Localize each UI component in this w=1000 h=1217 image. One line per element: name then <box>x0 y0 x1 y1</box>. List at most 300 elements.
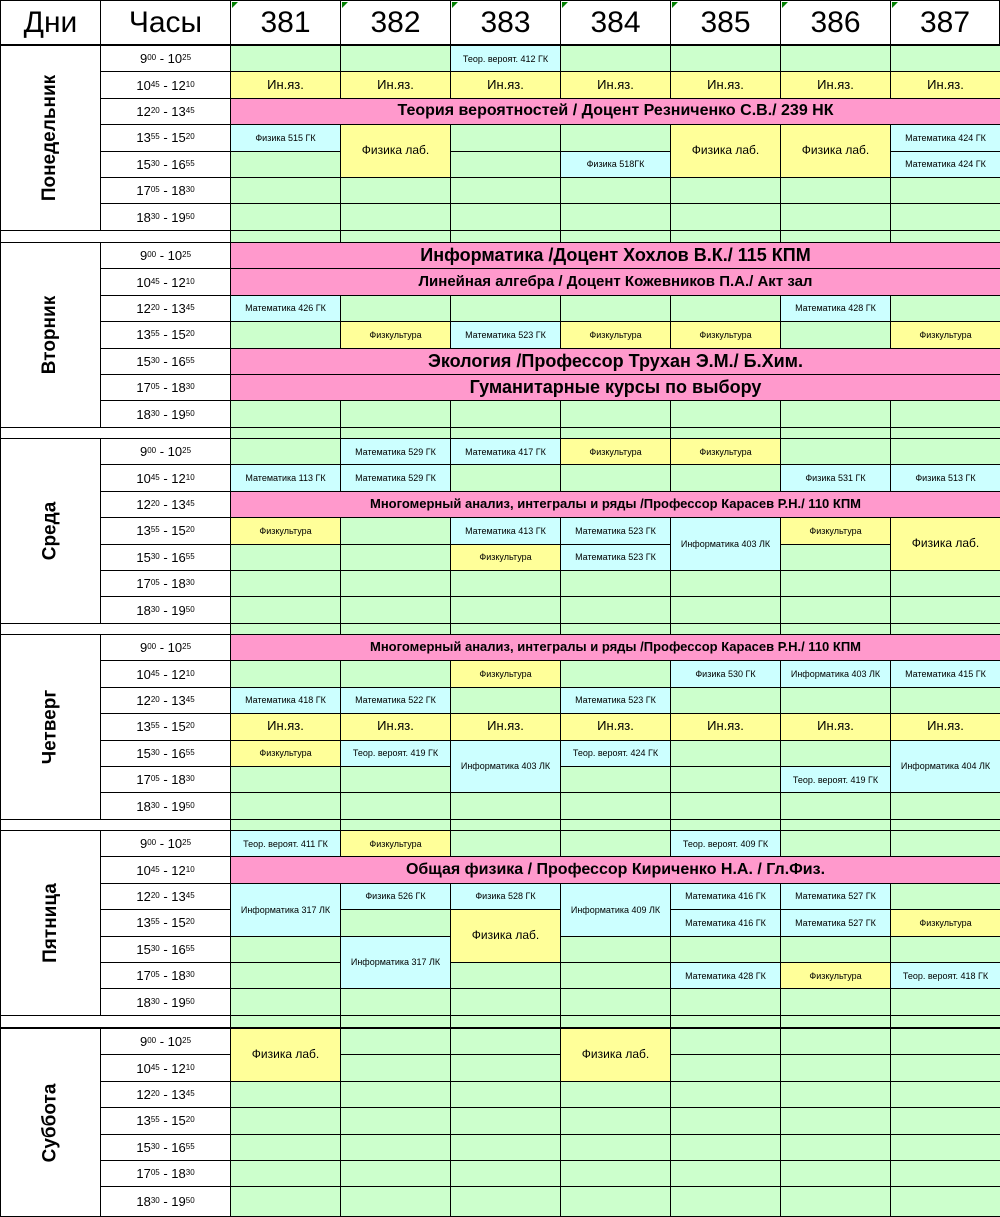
empty-slot <box>230 203 341 231</box>
time-start-hour: 12 <box>136 300 151 316</box>
class-cell[interactable]: Ин.яз. <box>890 713 1000 740</box>
empty-slot <box>340 1186 451 1217</box>
time-start-hour: 13 <box>136 719 151 735</box>
class-cell[interactable]: Теор. вероят. 424 ГК <box>560 740 671 767</box>
class-cell[interactable]: Физкультура <box>340 321 451 348</box>
time-start-minute: 55 <box>150 525 160 535</box>
time-slot <box>100 1028 231 1055</box>
time-start-minute: 20 <box>150 498 160 508</box>
empty-slot <box>560 766 671 793</box>
empty-slot <box>670 1160 781 1187</box>
empty-slot <box>340 1134 451 1161</box>
time-end-hour: 12 <box>171 77 186 93</box>
class-cell[interactable]: Физкультура <box>560 321 671 348</box>
class-cell[interactable]: Ин.яз. <box>340 71 451 98</box>
class-cell[interactable]: Информатика 404 ЛК <box>890 740 1000 794</box>
time-dash: - <box>159 862 172 878</box>
empty-slot <box>780 177 891 204</box>
time-dash: - <box>159 549 172 565</box>
group-header-385: 385 <box>670 0 781 45</box>
time-end-hour: 13 <box>171 496 186 512</box>
time-start-hour: 13 <box>136 523 151 539</box>
class-cell[interactable]: Ин.яз. <box>670 713 781 740</box>
class-cell[interactable]: Физика 530 ГК <box>670 660 781 687</box>
empty-slot <box>450 400 561 428</box>
class-cell[interactable]: Ин.яз. <box>890 71 1000 98</box>
class-cell[interactable]: Информатика 403 ЛК <box>780 660 891 687</box>
empty-slot <box>780 687 891 714</box>
day-label <box>0 45 101 231</box>
class-cell[interactable]: Математика 523 ГК <box>560 544 671 571</box>
class-cell[interactable]: Физкультура <box>230 740 341 767</box>
class-cell[interactable]: Физкультура <box>450 544 561 571</box>
empty-slot <box>780 830 891 857</box>
class-cell[interactable]: Математика 113 ГК <box>230 464 341 491</box>
time-dash: - <box>159 745 172 761</box>
empty-slot <box>450 295 561 322</box>
empty-slot <box>560 177 671 204</box>
time-end-hour: 18 <box>171 183 186 199</box>
time-dash: - <box>159 1113 172 1129</box>
empty-slot <box>340 766 451 793</box>
time-start-minute: 20 <box>150 105 160 115</box>
time-end-minute: 50 <box>185 211 195 221</box>
time-end-hour: 12 <box>171 470 186 486</box>
time-start-hour: 12 <box>136 103 151 119</box>
empty-slot <box>780 740 891 767</box>
class-cell[interactable]: Физика 515 ГК <box>230 124 341 151</box>
empty-slot <box>890 687 1000 714</box>
class-cell[interactable]: Теор. вероят. 411 ГК <box>230 830 341 857</box>
class-cell[interactable]: Математика 527 ГК <box>780 909 891 936</box>
time-end-minute: 30 <box>185 970 195 980</box>
time-dash: - <box>159 300 172 316</box>
time-start-hour: 15 <box>136 745 151 761</box>
empty-slot <box>890 1054 1000 1081</box>
time-slot <box>100 348 231 375</box>
empty-slot <box>890 177 1000 204</box>
class-cell[interactable]: Физика 531 ГК <box>780 464 891 491</box>
time-end-minute: 10 <box>185 472 195 482</box>
lecture-banner[interactable]: Теория вероятностей / Доцент Резниченко С.В./ 239 НК <box>230 98 1000 125</box>
class-cell[interactable]: Физика лаб. <box>340 124 451 178</box>
group-header-387: 387 <box>890 0 1000 45</box>
time-start-minute: 00 <box>147 446 157 456</box>
class-cell[interactable]: Математика 416 ГК <box>670 909 781 936</box>
empty-slot <box>450 596 561 624</box>
time-slot <box>100 374 231 401</box>
empty-slot <box>450 1160 561 1187</box>
time-end-hour: 15 <box>171 523 186 539</box>
empty-slot <box>780 1107 891 1134</box>
empty-slot <box>450 177 561 204</box>
time-start-hour: 12 <box>136 496 151 512</box>
time-dash: - <box>156 248 168 264</box>
time-end-minute: 50 <box>185 408 195 418</box>
class-cell[interactable]: Ин.яз. <box>230 71 341 98</box>
empty-slot <box>890 1107 1000 1134</box>
empty-slot <box>560 45 671 72</box>
lecture-banner[interactable]: Многомерный анализ, интегралы и ряды /Профессор Карасев Р.Н./ 110 КПМ <box>230 491 1000 518</box>
empty-slot <box>890 400 1000 428</box>
empty-slot <box>450 687 561 714</box>
day-label <box>0 634 101 820</box>
empty-slot <box>340 596 451 624</box>
time-start-hour: 18 <box>136 209 151 225</box>
class-cell[interactable]: Математика 522 ГК <box>340 687 451 714</box>
time-end-hour: 10 <box>167 444 183 460</box>
day-label <box>0 438 101 624</box>
class-cell[interactable]: Информатика 403 ЛК <box>670 517 781 571</box>
lecture-banner[interactable]: Линейная алгебра / Доцент Кожевников П.А./ Акт зал <box>230 268 1000 295</box>
time-end-minute: 50 <box>185 604 195 614</box>
class-cell[interactable]: Математика 428 ГК <box>670 962 781 989</box>
empty-slot <box>340 1107 451 1134</box>
time-start-minute: 30 <box>150 996 160 1006</box>
class-cell[interactable]: Ин.яз. <box>780 713 891 740</box>
time-start-minute: 05 <box>150 382 160 392</box>
class-cell[interactable]: Информатика 317 ЛК <box>230 883 341 937</box>
time-end-minute: 45 <box>185 890 195 900</box>
time-start-minute: 30 <box>150 551 160 561</box>
empty-slot <box>230 438 341 465</box>
empty-slot <box>890 1134 1000 1161</box>
time-end-minute: 45 <box>185 1088 195 1098</box>
empty-slot <box>890 45 1000 72</box>
empty-slot <box>890 988 1000 1016</box>
empty-slot <box>670 740 781 767</box>
empty-slot <box>670 203 781 231</box>
class-cell[interactable]: Физика 513 ГК <box>890 464 1000 491</box>
class-cell[interactable]: Физкультура <box>450 660 561 687</box>
time-end-hour: 10 <box>167 1034 183 1050</box>
class-cell[interactable]: Физкультура <box>780 962 891 989</box>
class-cell[interactable]: Теор. вероят. 419 ГК <box>780 766 891 793</box>
time-dash: - <box>159 496 172 512</box>
time-start-hour: 17 <box>136 380 151 396</box>
class-cell[interactable]: Физкультура <box>560 438 671 465</box>
empty-slot <box>560 1107 671 1134</box>
empty-slot <box>670 1134 781 1161</box>
time-start-minute: 05 <box>150 185 160 195</box>
time-end-hour: 16 <box>171 353 186 369</box>
time-end-minute: 20 <box>185 329 195 339</box>
empty-slot <box>560 936 671 963</box>
empty-slot <box>230 936 341 963</box>
class-cell[interactable]: Теор. вероят. 418 ГК <box>890 962 1000 989</box>
time-start-hour: 15 <box>136 941 151 957</box>
time-start-hour: 9 <box>139 836 148 852</box>
empty-slot <box>670 596 781 624</box>
time-start-hour: 10 <box>136 862 151 878</box>
day-label <box>0 830 101 1016</box>
class-cell[interactable]: Математика 523 ГК <box>560 687 671 714</box>
class-cell[interactable]: Физкультура <box>670 438 781 465</box>
time-slot <box>100 660 231 687</box>
class-cell[interactable]: Информатика 409 ЛК <box>560 883 671 937</box>
class-cell[interactable]: Теор. вероят. 409 ГК <box>670 830 781 857</box>
time-start-minute: 20 <box>150 1088 160 1098</box>
time-dash: - <box>159 470 172 486</box>
time-slot <box>100 71 231 98</box>
empty-slot <box>450 988 561 1016</box>
time-start-minute: 55 <box>150 329 160 339</box>
time-start-hour: 10 <box>136 77 151 93</box>
empty-slot <box>230 660 341 687</box>
time-start-hour: 17 <box>136 772 151 788</box>
empty-slot <box>670 464 781 491</box>
time-start-minute: 05 <box>150 578 160 588</box>
time-end-hour: 13 <box>171 1086 186 1102</box>
empty-slot <box>340 45 451 72</box>
time-start-minute: 20 <box>150 302 160 312</box>
time-start-minute: 30 <box>150 747 160 757</box>
class-cell[interactable]: Математика 416 ГК <box>670 883 781 910</box>
time-start-minute: 00 <box>147 250 157 260</box>
empty-slot <box>560 830 671 857</box>
time-dash: - <box>156 640 168 656</box>
empty-slot <box>670 687 781 714</box>
time-start-minute: 55 <box>150 132 160 142</box>
time-dash: - <box>159 353 172 369</box>
time-end-hour: 18 <box>171 380 186 396</box>
empty-slot <box>340 203 451 231</box>
time-dash: - <box>156 51 168 67</box>
time-end-hour: 19 <box>171 994 186 1010</box>
empty-slot <box>340 1081 451 1108</box>
time-end-minute: 50 <box>185 800 195 810</box>
time-slot <box>100 177 231 204</box>
class-cell[interactable]: Информатика 403 ЛК <box>450 740 561 794</box>
separator-cell <box>780 1015 891 1028</box>
time-start-minute: 30 <box>150 800 160 810</box>
class-cell[interactable]: Математика 523 ГК <box>450 321 561 348</box>
empty-slot <box>780 1054 891 1081</box>
time-end-hour: 18 <box>171 1166 186 1182</box>
time-end-hour: 18 <box>171 968 186 984</box>
class-cell[interactable]: Физкультура <box>780 517 891 544</box>
time-end-hour: 12 <box>171 274 186 290</box>
time-end-minute: 55 <box>185 551 195 561</box>
separator-cell <box>890 1015 1000 1028</box>
day-name: Четверг <box>39 689 61 765</box>
empty-slot <box>780 596 891 624</box>
class-cell[interactable]: Теор. вероят. 412 ГК <box>450 45 561 72</box>
empty-slot <box>450 792 561 820</box>
class-cell[interactable]: Физкультура <box>890 321 1000 348</box>
empty-slot <box>780 1028 891 1055</box>
time-end-minute: 45 <box>185 694 195 704</box>
time-start-minute: 30 <box>150 943 160 953</box>
time-end-hour: 10 <box>167 640 183 656</box>
empty-slot <box>230 1186 341 1217</box>
class-cell[interactable]: Физкультура <box>890 909 1000 936</box>
lecture-banner[interactable]: Гуманитарные курсы по выбору <box>230 374 1000 401</box>
class-cell[interactable]: Информатика 317 ЛК <box>340 936 451 990</box>
time-end-minute: 20 <box>185 721 195 731</box>
empty-slot <box>780 1160 891 1187</box>
empty-slot <box>560 660 671 687</box>
class-cell[interactable]: Ин.яз. <box>450 71 561 98</box>
time-start-minute: 45 <box>150 1062 160 1072</box>
time-end-hour: 19 <box>171 406 186 422</box>
empty-slot <box>340 660 451 687</box>
time-dash: - <box>159 1166 172 1182</box>
separator-cell <box>450 1015 561 1028</box>
class-cell[interactable]: Математика 426 ГК <box>230 295 341 322</box>
time-start-hour: 9 <box>139 444 148 460</box>
empty-slot <box>670 792 781 820</box>
class-cell[interactable]: Физика лаб. <box>230 1028 341 1082</box>
class-cell[interactable]: Физика лаб. <box>670 124 781 178</box>
time-dash: - <box>159 380 172 396</box>
separator-cell <box>560 1015 671 1028</box>
class-cell[interactable]: Ин.яз. <box>560 71 671 98</box>
day-name: Суббота <box>39 1083 61 1162</box>
time-end-minute: 10 <box>185 79 195 89</box>
empty-slot <box>340 1028 451 1055</box>
time-slot <box>100 464 231 491</box>
group-header-386: 386 <box>780 0 891 45</box>
time-start-minute: 45 <box>150 668 160 678</box>
time-start-hour: 12 <box>136 692 151 708</box>
class-cell[interactable]: Физика 528 ГК <box>450 883 561 910</box>
class-cell[interactable]: Физика лаб. <box>890 517 1000 571</box>
time-start-hour: 10 <box>136 666 151 682</box>
class-cell[interactable]: Физика лаб. <box>780 124 891 178</box>
class-cell[interactable]: Математика 527 ГК <box>780 883 891 910</box>
class-cell[interactable]: Математика 529 ГК <box>340 464 451 491</box>
time-end-hour: 13 <box>171 888 186 904</box>
time-slot <box>100 203 231 231</box>
empty-slot <box>450 1134 561 1161</box>
class-cell[interactable]: Математика 417 ГК <box>450 438 561 465</box>
time-end-hour: 10 <box>167 836 183 852</box>
empty-slot <box>560 464 671 491</box>
class-cell[interactable]: Математика 529 ГК <box>340 438 451 465</box>
time-slot <box>100 909 231 936</box>
time-end-hour: 19 <box>171 209 186 225</box>
empty-slot <box>340 517 451 544</box>
time-start-minute: 20 <box>150 694 160 704</box>
time-dash: - <box>159 968 172 984</box>
class-cell[interactable]: Математика 413 ГК <box>450 517 561 544</box>
time-dash: - <box>159 941 172 957</box>
time-end-minute: 20 <box>185 132 195 142</box>
header-days: Дни <box>0 0 101 45</box>
class-cell[interactable]: Ин.яз. <box>230 713 341 740</box>
class-cell[interactable]: Математика 424 ГК <box>890 151 1000 178</box>
empty-slot <box>780 544 891 571</box>
class-cell[interactable]: Физика 518ГК <box>560 151 671 178</box>
time-start-hour: 12 <box>136 1086 151 1102</box>
lecture-banner[interactable]: Многомерный анализ, интегралы и ряды /Профессор Карасев Р.Н./ 110 КПМ <box>230 634 1000 661</box>
lecture-banner[interactable]: Экология /Профессор Трухан Э.М./ Б.Хим. <box>230 348 1000 375</box>
empty-slot <box>560 1134 671 1161</box>
class-cell[interactable]: Теор. вероят. 419 ГК <box>340 740 451 767</box>
time-start-hour: 13 <box>136 327 151 343</box>
time-start-hour: 9 <box>139 248 148 264</box>
time-end-hour: 15 <box>171 915 186 931</box>
class-cell[interactable]: Физика 526 ГК <box>340 883 451 910</box>
time-dash: - <box>159 692 172 708</box>
time-start-hour: 15 <box>136 549 151 565</box>
class-cell[interactable]: Математика 415 ГК <box>890 660 1000 687</box>
empty-slot <box>560 1160 671 1187</box>
time-start-minute: 45 <box>150 276 160 286</box>
time-start-minute: 30 <box>150 211 160 221</box>
time-dash: - <box>159 666 172 682</box>
empty-slot <box>670 1028 781 1055</box>
time-end-minute: 55 <box>185 1141 195 1151</box>
class-cell[interactable]: Физкультура <box>230 517 341 544</box>
class-cell[interactable]: Физика лаб. <box>560 1028 671 1082</box>
class-cell[interactable]: Ин.яз. <box>450 713 561 740</box>
time-start-minute: 30 <box>150 1196 160 1206</box>
class-cell[interactable]: Математика 428 ГК <box>780 295 891 322</box>
time-end-hour: 15 <box>171 327 186 343</box>
empty-slot <box>450 1081 561 1108</box>
class-cell[interactable]: Физика лаб. <box>450 909 561 963</box>
time-start-minute: 05 <box>150 1168 160 1178</box>
empty-slot <box>230 1081 341 1108</box>
time-end-minute: 50 <box>185 1196 195 1206</box>
class-cell[interactable]: Ин.яз. <box>560 713 671 740</box>
class-cell[interactable]: Математика 418 ГК <box>230 687 341 714</box>
class-cell[interactable]: Ин.яз. <box>340 713 451 740</box>
time-slot <box>100 1081 231 1108</box>
time-end-hour: 19 <box>171 1194 186 1210</box>
time-dash: - <box>159 274 172 290</box>
time-start-hour: 9 <box>139 1034 148 1050</box>
empty-slot <box>890 203 1000 231</box>
empty-slot <box>560 124 671 151</box>
class-cell[interactable]: Физкультура <box>340 830 451 857</box>
empty-slot <box>890 596 1000 624</box>
time-end-minute: 30 <box>185 578 195 588</box>
time-slot <box>100 242 231 269</box>
empty-slot <box>890 936 1000 963</box>
group-header-384: 384 <box>560 0 671 45</box>
empty-slot <box>340 909 451 936</box>
lecture-banner[interactable]: Информатика /Доцент Хохлов В.К./ 115 КПМ <box>230 242 1000 269</box>
class-cell[interactable]: Математика 523 ГК <box>560 517 671 544</box>
time-slot <box>100 988 231 1016</box>
class-cell[interactable]: Математика 424 ГК <box>890 124 1000 151</box>
time-slot <box>100 1160 231 1187</box>
empty-slot <box>230 151 341 178</box>
group-header-382: 382 <box>340 0 451 45</box>
empty-slot <box>670 988 781 1016</box>
time-start-hour: 18 <box>136 994 151 1010</box>
time-start-hour: 17 <box>136 576 151 592</box>
time-start-hour: 17 <box>136 968 151 984</box>
empty-slot <box>780 1081 891 1108</box>
time-end-hour: 13 <box>171 300 186 316</box>
class-cell[interactable]: Ин.яз. <box>780 71 891 98</box>
time-end-minute: 45 <box>185 498 195 508</box>
empty-slot <box>450 1054 561 1081</box>
class-cell[interactable]: Физкультура <box>670 321 781 348</box>
empty-slot <box>780 1134 891 1161</box>
day-name: Вторник <box>39 295 61 375</box>
empty-slot <box>890 1028 1000 1055</box>
time-end-minute: 55 <box>185 355 195 365</box>
day-name: Среда <box>39 501 61 561</box>
lecture-banner[interactable]: Общая физика / Профессор Кириченко Н.А. / Гл.Физ. <box>230 856 1000 883</box>
class-cell[interactable]: Ин.яз. <box>670 71 781 98</box>
time-dash: - <box>159 130 172 146</box>
